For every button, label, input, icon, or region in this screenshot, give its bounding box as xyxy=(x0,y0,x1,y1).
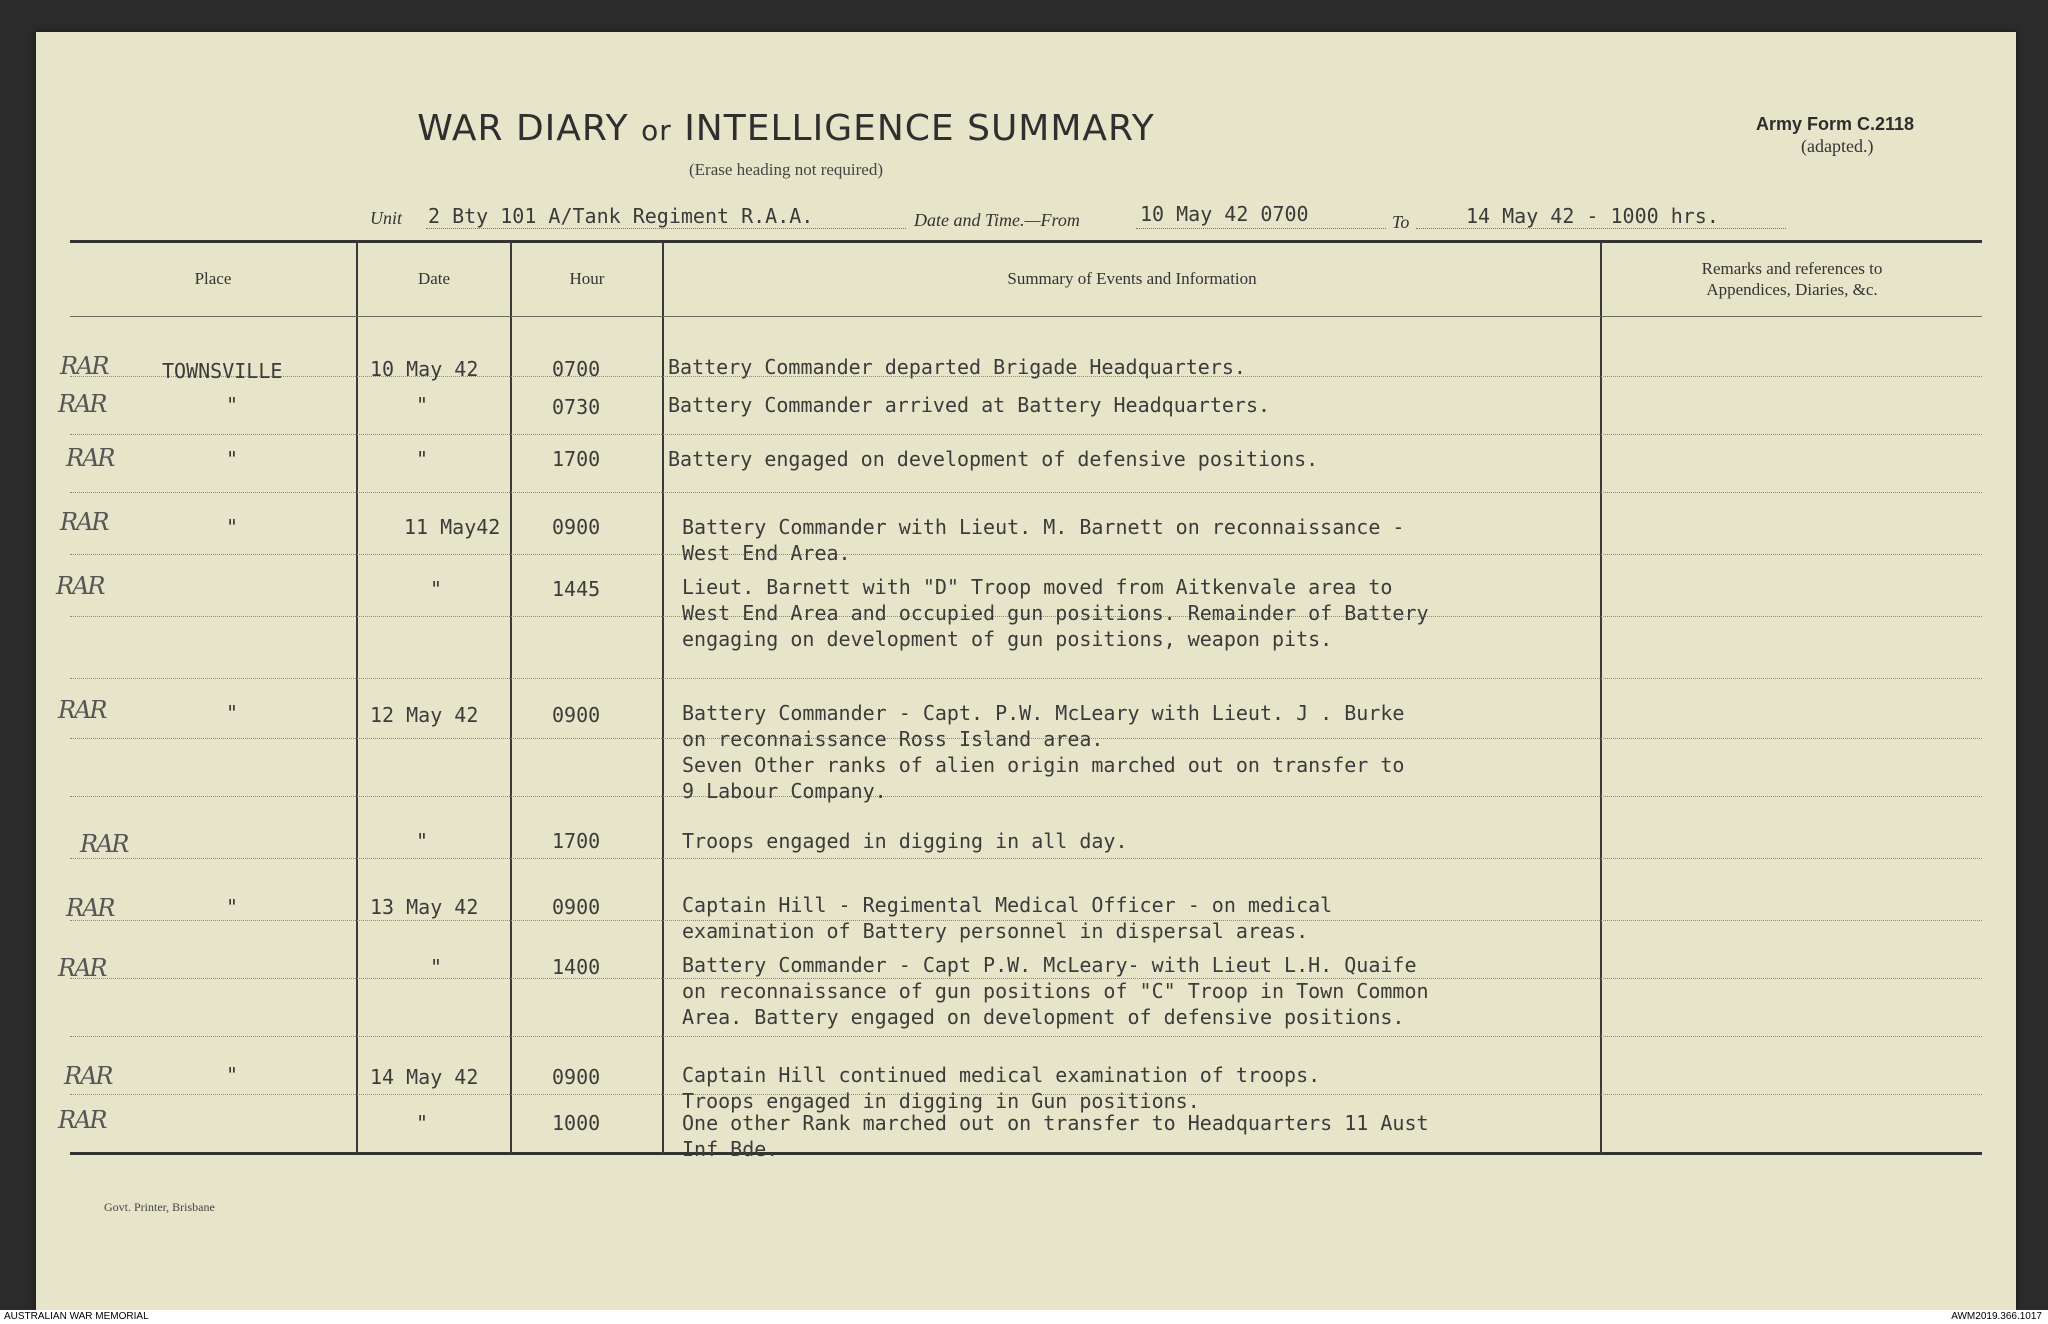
handwritten-initials: RAR xyxy=(58,696,106,724)
row-summary-line: examination of Battery personnel in dispersal areas. xyxy=(682,919,1309,943)
handwritten-initials: RAR xyxy=(58,1106,106,1134)
row-date: 10 May 42 xyxy=(370,357,479,381)
row-place: TOWNSVILLE xyxy=(162,359,283,383)
handwritten-initials: RAR xyxy=(66,444,114,472)
row-hour: 1400 xyxy=(552,955,601,979)
title-part-or: or xyxy=(641,114,672,147)
row-summary-line: Battery Commander - Capt. P.W. McLeary with Lieut. J . Burke xyxy=(682,701,1405,725)
row-date: 12 May 42 xyxy=(370,703,479,727)
footer-accession-number: AWM2019.366.1017 xyxy=(1951,1311,2042,1322)
ruled-line xyxy=(70,492,1982,493)
handwritten-initials: RAR xyxy=(58,954,106,982)
row-summary-line: Inf Bde. xyxy=(682,1137,779,1161)
to-value: 14 May 42 - 1000 hrs. xyxy=(1466,204,1719,228)
row-summary-line: 9 Labour Company. xyxy=(682,779,887,803)
title-part-war-diary: WAR DIARY xyxy=(417,108,629,149)
col-divider-hour-summary xyxy=(662,242,664,1154)
row-summary-line: Troops engaged in digging in all day. xyxy=(682,829,1128,853)
row-summary-line: Area. Battery engaged on development of defensive positions. xyxy=(682,1005,1405,1029)
row-summary-line: on reconnaissance Ross Island area. xyxy=(682,727,1104,751)
printer-imprint: Govt. Printer, Brisbane xyxy=(104,1200,215,1214)
row-date: " xyxy=(430,955,443,979)
row-place: " xyxy=(226,1063,239,1087)
handwritten-initials: RAR xyxy=(56,572,104,600)
row-summary-line: Battery Commander - Capt P.W. McLeary- with Lieut L.H. Quaife xyxy=(682,953,1417,977)
handwritten-initials: RAR xyxy=(66,894,114,922)
row-summary-line: Troops engaged in digging in Gun positions. xyxy=(682,1089,1200,1113)
title-part-intelligence-summary: INTELLIGENCE SUMMARY xyxy=(684,108,1155,149)
row-date: " xyxy=(430,577,443,601)
row-place: " xyxy=(226,447,239,471)
row-summary-line: Battery Commander with Lieut. M. Barnett on reconnaissance - xyxy=(682,515,1405,539)
footer-institution: AUSTRALIAN WAR MEMORIAL xyxy=(4,1311,149,1322)
row-summary-line: Battery Commander arrived at Battery Headquarters. xyxy=(668,393,1271,417)
row-summary-line: engaging on development of gun positions, weapon pits. xyxy=(682,627,1333,651)
col-header-remarks-line2: Appendices, Diaries, &c. xyxy=(1706,280,1878,299)
ruled-line xyxy=(70,796,1982,797)
row-date: " xyxy=(416,393,429,417)
row-hour: 0900 xyxy=(552,1065,601,1089)
row-hour: 0900 xyxy=(552,703,601,727)
col-divider-date-hour xyxy=(510,242,512,1154)
row-hour: 0730 xyxy=(552,395,601,419)
row-hour: 1445 xyxy=(552,577,601,601)
col-divider-place-date xyxy=(356,242,358,1154)
row-place: " xyxy=(226,895,239,919)
ruled-line xyxy=(70,678,1982,679)
row-summary-line: Lieut. Barnett with "D" Troop moved from Aitkenvale area to xyxy=(682,575,1393,599)
row-place: " xyxy=(226,393,239,417)
header-rule xyxy=(70,316,1982,317)
row-place: " xyxy=(226,701,239,725)
row-hour: 0900 xyxy=(552,895,601,919)
row-summary-line: One other Rank marched out on transfer to Headquarters 11 Aust xyxy=(682,1111,1429,1135)
col-header-date: Date xyxy=(417,269,451,288)
handwritten-initials: RAR xyxy=(58,390,106,418)
ruled-line xyxy=(70,1036,1982,1037)
row-date: " xyxy=(416,829,429,853)
row-date: " xyxy=(416,1111,429,1135)
from-dotted-line xyxy=(1136,228,1386,229)
row-date: 14 May 42 xyxy=(370,1065,479,1089)
row-summary-line: Battery Commander departed Brigade Headquarters. xyxy=(668,355,1246,379)
row-place: " xyxy=(226,515,239,539)
unit-label: Unit xyxy=(370,208,403,228)
archive-footer xyxy=(0,1310,2048,1324)
unit-dotted-line xyxy=(426,228,906,229)
row-summary-line: West End Area and occupied gun positions. Remainder of Battery xyxy=(682,601,1429,625)
col-divider-summary-remarks xyxy=(1600,242,1602,1154)
row-hour: 1000 xyxy=(552,1111,601,1135)
handwritten-initials: RAR xyxy=(80,830,128,858)
col-header-remarks xyxy=(1602,258,1982,300)
ruled-line xyxy=(70,434,1982,435)
row-hour: 0900 xyxy=(552,515,601,539)
ruled-line xyxy=(70,554,1982,555)
from-value: 10 May 42 0700 xyxy=(1140,202,1309,226)
diary-page xyxy=(36,32,2016,1310)
col-header-remarks-line1: Remarks and references to xyxy=(1701,259,1883,278)
ruled-line xyxy=(70,858,1982,859)
to-label: To xyxy=(1392,212,1410,232)
handwritten-initials: RAR xyxy=(60,352,108,380)
row-summary-line: Captain Hill - Regimental Medical Officer - on medical xyxy=(682,893,1333,917)
row-hour: 0700 xyxy=(552,357,601,381)
row-date: 11 May42 xyxy=(404,515,501,539)
row-summary-line: Battery engaged on development of defensive positions. xyxy=(668,447,1319,471)
row-summary-line: West End Area. xyxy=(682,541,851,565)
row-date: 13 May 42 xyxy=(370,895,479,919)
col-header-place: Place xyxy=(194,269,232,288)
unit-value: 2 Bty 101 A/Tank Regiment R.A.A. xyxy=(428,204,814,228)
page-title xyxy=(36,108,1536,149)
row-summary-line: Captain Hill continued medical examination of troops. xyxy=(682,1063,1321,1087)
date-time-label: Date and Time.—From xyxy=(914,210,1080,230)
row-hour: 1700 xyxy=(552,447,601,471)
col-header-summary: Summary of Events and Information xyxy=(1007,269,1257,288)
row-date: " xyxy=(416,447,429,471)
row-hour: 1700 xyxy=(552,829,601,853)
army-form-adapted: (adapted.) xyxy=(1801,136,1874,156)
handwritten-initials: RAR xyxy=(60,508,108,536)
col-header-hour: Hour xyxy=(569,269,605,288)
to-dotted-line xyxy=(1416,228,1786,229)
row-summary-line: on reconnaissance of gun positions of "C" Troop in Town Common xyxy=(682,979,1429,1003)
handwritten-initials: RAR xyxy=(64,1062,112,1090)
army-form-number: Army Form C.2118 xyxy=(1756,114,1915,134)
row-summary-line: Seven Other ranks of alien origin marched out on transfer to xyxy=(682,753,1405,777)
page-subtitle: (Erase heading not required) xyxy=(689,160,883,179)
